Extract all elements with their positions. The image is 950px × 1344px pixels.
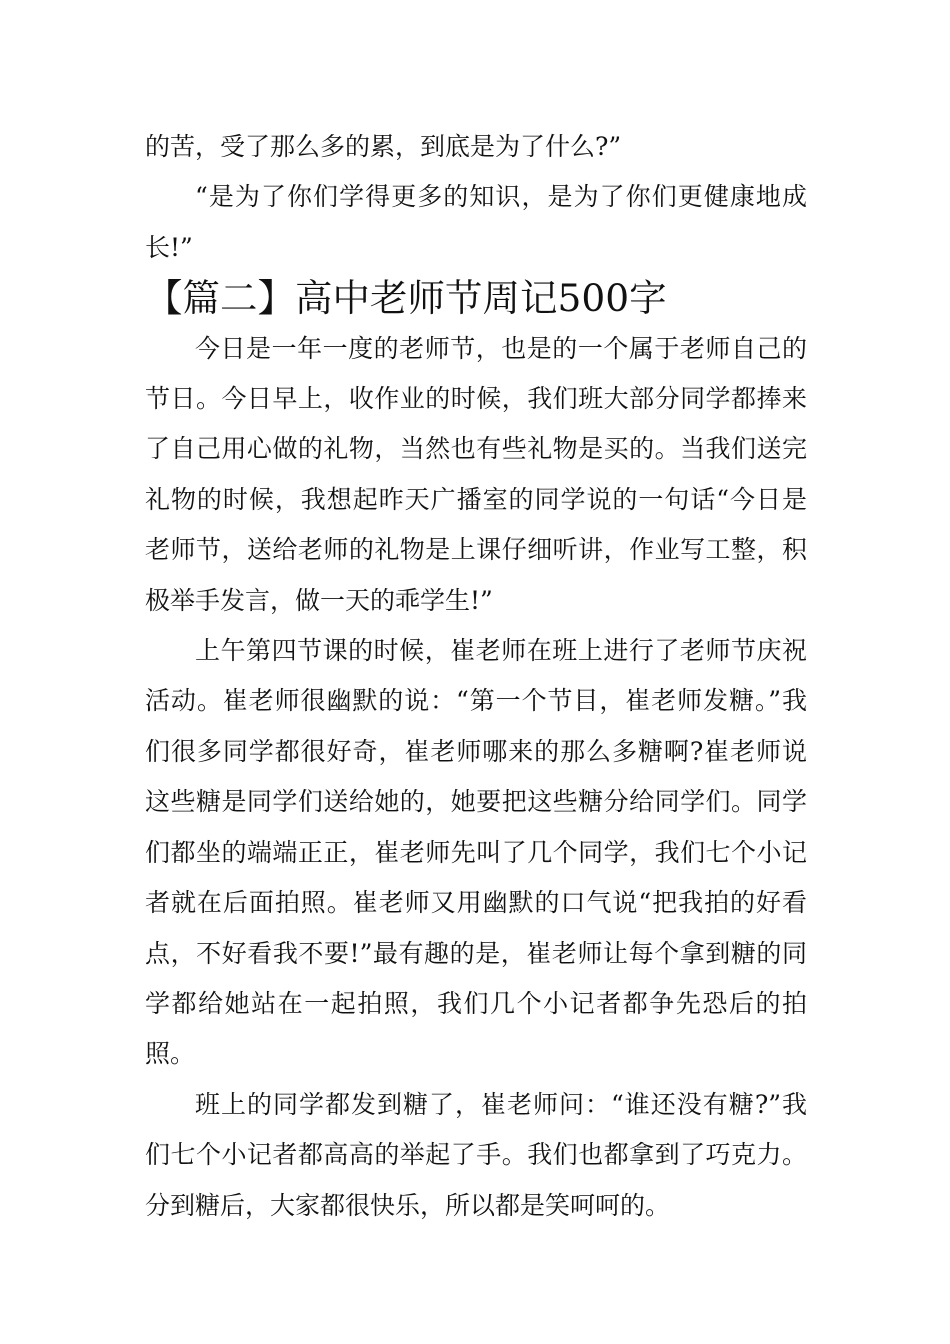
section-heading: 【篇二】高中老师节周记500字 <box>145 276 667 321</box>
paragraph-celebration: 上午第四节课的时候，崔老师在班上进行了老师节庆祝活动。崔老师很幽默的说：“第一个节目，崔老师发糖。”我们很多同学都很好奇，崔老师哪来的那么多糖啊?崔老师说这些糖是同学们送给她的，她要把这些糖分给同学们。同学们都坐的端端正正，崔老师先叫了几个同学，我们七个小记者就在后面拍照。崔老师又用幽默的口气说“把我拍的好看点，不好看我不要!”最有趣的是，崔老师让每个拿到糖的同学都给她站在一起拍照，我们几个小记者都争先恐后的拍照。 <box>145 636 807 1069</box>
paragraph-candy: 班上的同学都发到糖了，崔老师问：“谁还没有糖?”我们七个小记者都高高的举起了手。我们也都拿到了巧克力。分到糖后，大家都很快乐，所以都是笑呵呵的。 <box>145 1089 807 1220</box>
document-page <box>145 122 807 1231</box>
paragraph-teacher-answer: “是为了你们学得更多的知识，是为了你们更健康地成长!” <box>145 182 807 262</box>
paragraph-continuation: 的苦，受了那么多的累，到底是为了什么?” <box>145 132 622 161</box>
paragraph-teachers-day-intro: 今日是一年一度的老师节，也是的一个属于老师自己的节日。今日早上，收作业的时候，我们班大部分同学都捧来了自己用心做的礼物，当然也有些礼物是买的。当我们送完礼物的时候，我想起昨天广播室的同学说的一句话“今日是老师节，送给老师的礼物是上课仔细听讲，作业写工整，积极举手发言，做一天的乖学生!” <box>145 333 807 615</box>
